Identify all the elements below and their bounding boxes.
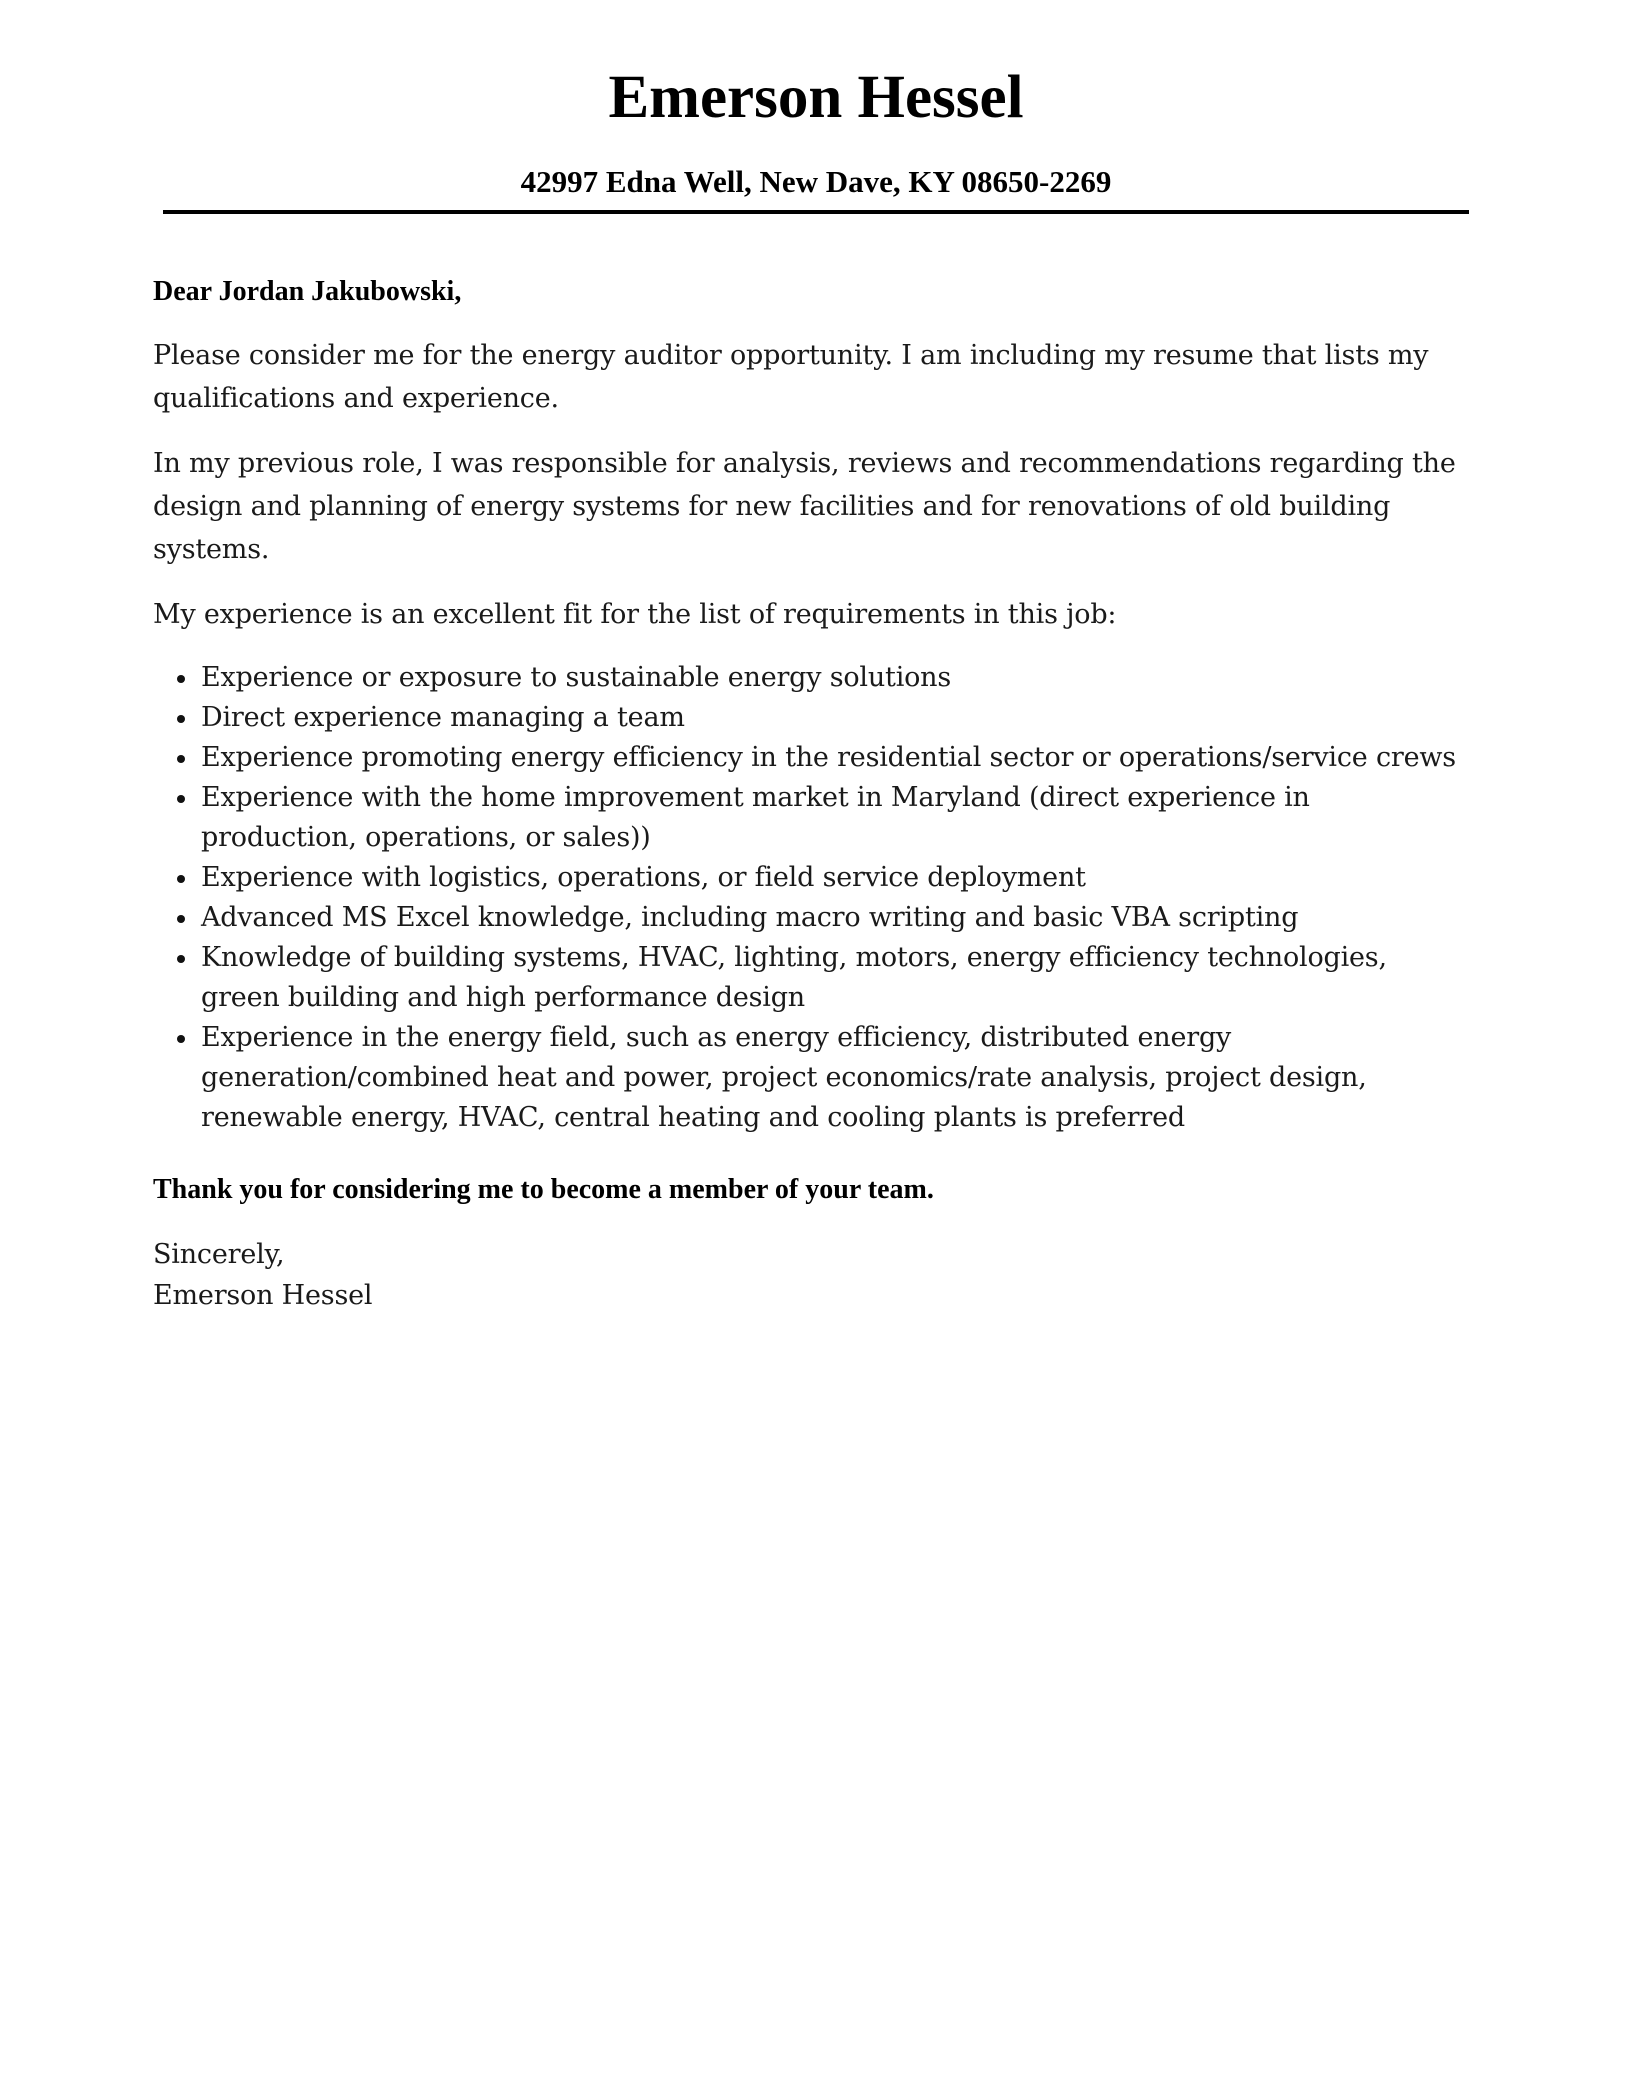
bullet-icon [177,675,185,683]
signature: Emerson Hessel [153,1280,373,1311]
list-item-text: Direct experience managing a team [201,702,685,733]
closing: Sincerely, [153,1239,285,1270]
bullet-icon [177,1035,185,1043]
list-item [153,1018,1473,1138]
bullet-icon [177,955,185,963]
list-item [153,658,1473,698]
bullet-icon [177,755,185,763]
thank-you-line: Thank you for considering me to become a member of your team. [153,1174,934,1205]
letter-body [153,270,1473,1316]
previous-role-paragraph: In my previous role, I was responsible for analysis, reviews and recommendations regarding the design and planning of energy systems for new facilities and for renovations of old building systems. [153,448,1456,565]
list-item [153,938,1473,1018]
bullet-icon [177,875,185,883]
list-item-text: Experience with logistics, operations, or field service deployment [201,862,1086,893]
intro-paragraph: Please consider me for the energy auditor opportunity. I am including my resume that lists my qualifications and experience. [153,340,1429,414]
bullet-icon [177,915,185,923]
header-divider [163,210,1469,214]
list-item [153,778,1473,858]
list-item [153,898,1473,938]
sender-address: 42997 Edna Well, New Dave, KY 08650-2269 [520,164,1112,199]
salutation: Dear Jordan Jakubowski, [153,276,462,307]
bullet-icon [177,795,185,803]
list-item [153,738,1473,778]
sender-name: Emerson Hessel [608,64,1024,131]
requirements-list [153,658,1473,1138]
list-item-text: Experience or exposure to sustainable energy solutions [201,662,952,693]
requirements-intro-paragraph: My experience is an excellent fit for the list of requirements in this job: [153,599,1117,630]
list-item-text: Knowledge of building systems, HVAC, lighting, motors, energy efficiency technologies, green building and high performance design [201,942,1387,1013]
list-item [153,698,1473,738]
list-item [153,858,1473,898]
letter-header [163,58,1469,202]
list-item-text: Experience with the home improvement market in Maryland (direct experience in production, operations, or sales)) [201,782,1310,853]
list-item-text: Experience promoting energy efficiency in the residential sector or operations/service crews [201,742,1456,773]
list-item-text: Advanced MS Excel knowledge, including macro writing and basic VBA scripting [201,902,1299,933]
bullet-icon [177,715,185,723]
list-item-text: Experience in the energy field, such as energy efficiency, distributed energy generation/combined heat and power, project economics/rate analysis, project design, renewable energy, HVAC, central heating and cooling plants is preferred [201,1022,1367,1133]
